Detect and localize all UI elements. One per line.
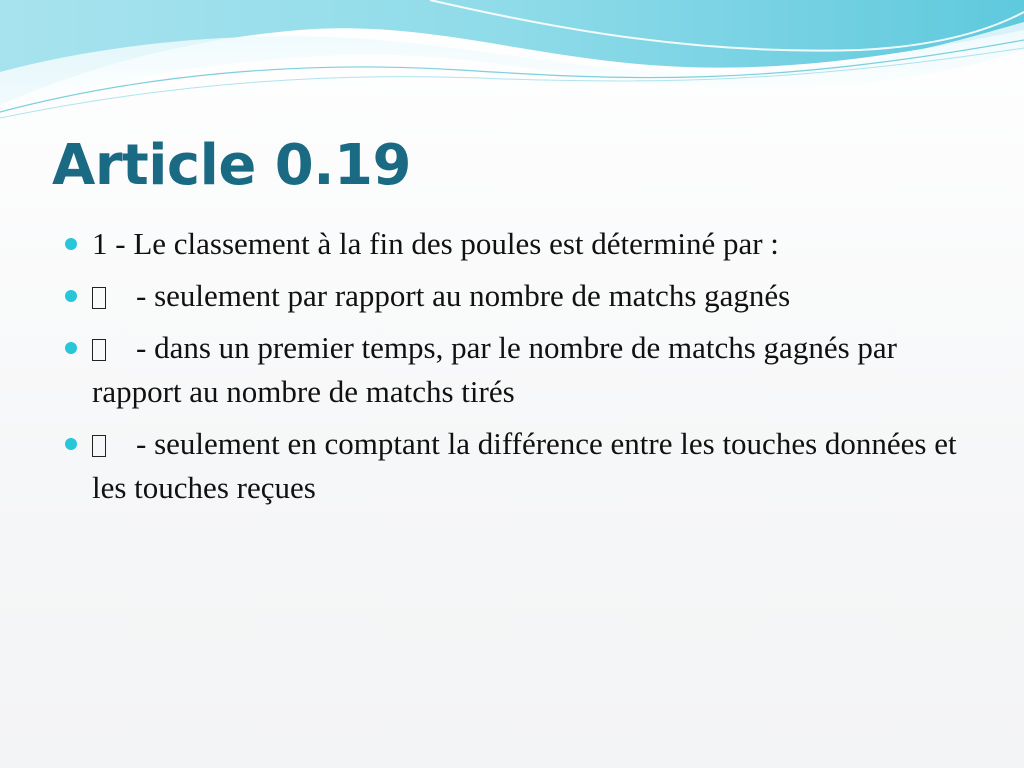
round-bullet-icon [65,438,77,450]
empty-checkbox-icon [92,435,106,457]
bullet-list [64,222,964,518]
bullet-text: - seulement en comptant la différence entre les touches données et les touches reçues [92,426,957,505]
round-bullet-icon [65,238,77,250]
slide-title: Article 0.19 [52,133,411,198]
bullet-text: - dans un premier temps, par le nombre de matchs gagnés par rapport au nombre de matchs tirés [92,330,897,409]
bullet-text: - seulement par rapport au nombre de matchs gagnés [136,278,791,313]
bullet-item [64,274,964,318]
bullet-item [64,422,964,510]
bullet-item [64,222,964,266]
round-bullet-icon [65,342,77,354]
empty-checkbox-icon [92,287,106,309]
bullet-item [64,326,964,414]
round-bullet-icon [65,290,77,302]
bullet-text: 1 - Le classement à la fin des poules est déterminé par : [92,226,779,261]
empty-checkbox-icon [92,339,106,361]
header-wave-decoration [0,0,1024,130]
